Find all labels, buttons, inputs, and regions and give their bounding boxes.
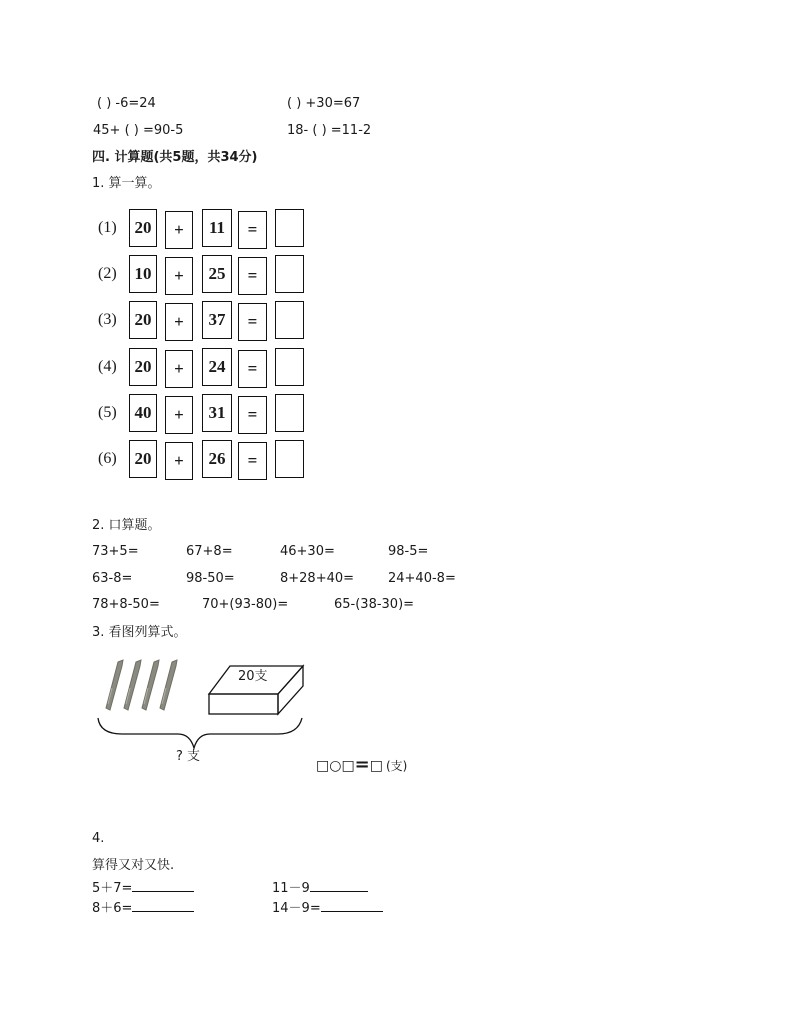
q3-title: 3. 看图列算式。 — [92, 625, 187, 640]
addend-box: 40 — [129, 394, 157, 432]
plus-box: + — [165, 211, 193, 249]
mental-math-item: 24+40-8= — [388, 571, 456, 586]
q4-number: 4. — [92, 831, 105, 846]
mental-math-item: 67+8= — [186, 544, 233, 559]
equals-box: = — [238, 350, 267, 388]
q4-title: 算得又对又快. — [92, 858, 175, 873]
answer-box[interactable] — [275, 255, 304, 293]
mental-math-item: 8+28+40= — [280, 571, 355, 586]
q4-item-2-left-text: 8＋6= — [92, 901, 133, 916]
fill-blank-2-right: 18- ( ) =11-2 — [287, 123, 372, 138]
formula-equals: = — [354, 754, 370, 775]
mental-math-item: 65-(38-30)= — [334, 597, 415, 612]
addend-box: 10 — [129, 255, 157, 293]
answer-blank[interactable] — [132, 899, 194, 912]
addend-box: 11 — [202, 209, 232, 247]
q1-row-label: (1) — [98, 219, 117, 236]
curly-brace — [98, 718, 302, 748]
box-label: 20支 — [238, 669, 268, 684]
plus-box: + — [165, 396, 193, 434]
q3-formula — [316, 754, 407, 775]
formula-result: □ — [369, 758, 383, 774]
mental-math-item: 70+(93-80)= — [202, 597, 289, 612]
addend-box: 20 — [129, 348, 157, 386]
equals-box: = — [238, 257, 267, 295]
answer-box[interactable] — [275, 301, 304, 339]
q4-item-1-left — [92, 879, 194, 897]
addend-box: 20 — [129, 440, 157, 478]
formula-unit: (支) — [386, 759, 408, 773]
q3-picture — [92, 650, 322, 770]
mental-math-item: 73+5= — [92, 544, 139, 559]
fill-blank-2-left: 45+ ( ) =90-5 — [93, 123, 184, 138]
fill-blank-1-right: ( ) +30=67 — [287, 96, 361, 111]
plus-box: + — [165, 350, 193, 388]
addend-box: 25 — [202, 255, 232, 293]
answer-box[interactable] — [275, 348, 304, 386]
formula-shapes: □○□ — [316, 758, 355, 774]
q1-row-label: (6) — [98, 450, 117, 467]
answer-box[interactable] — [275, 440, 304, 478]
q1-row-label: (2) — [98, 265, 117, 282]
addend-box: 37 — [202, 301, 232, 339]
plus-box: + — [165, 257, 193, 295]
answer-blank[interactable] — [321, 899, 383, 912]
addend-box: 20 — [129, 209, 157, 247]
addend-box: 26 — [202, 440, 232, 478]
q1-title: 1. 算一算。 — [92, 176, 161, 191]
plus-box: + — [165, 442, 193, 480]
equals-box: = — [238, 303, 267, 341]
mental-math-item: 46+30= — [280, 544, 335, 559]
addend-box: 20 — [129, 301, 157, 339]
q4-item-2-right — [272, 899, 383, 917]
equals-box: = — [238, 211, 267, 249]
pencils-icon — [106, 660, 177, 710]
mental-math-item: 63-8= — [92, 571, 133, 586]
answer-box[interactable] — [275, 394, 304, 432]
equals-box: = — [238, 396, 267, 434]
section-title: 四. 计算题(共5题，共34分) — [92, 150, 258, 165]
fill-blank-1-left: ( ) -6=24 — [97, 96, 156, 111]
q4-item-1-right — [272, 879, 368, 897]
q4-item-2-left — [92, 899, 194, 917]
plus-box: + — [165, 303, 193, 341]
addend-box: 24 — [202, 348, 232, 386]
brace-label: ? 支 — [176, 749, 201, 764]
q2-title: 2. 口算题。 — [92, 518, 161, 533]
mental-math-item: 98-5= — [388, 544, 429, 559]
mental-math-item: 98-50= — [186, 571, 235, 586]
q4-item-2-right-text: 14－9= — [272, 901, 321, 916]
q4-item-1-right-text: 11－9 — [272, 881, 310, 896]
answer-box[interactable] — [275, 209, 304, 247]
answer-blank[interactable] — [310, 879, 368, 892]
q1-row-label: (4) — [98, 358, 117, 375]
mental-math-item: 78+8-50= — [92, 597, 160, 612]
answer-blank[interactable] — [132, 879, 194, 892]
q1-row-label: (3) — [98, 311, 117, 328]
q1-row-label: (5) — [98, 404, 117, 421]
q4-item-1-left-text: 5＋7= — [92, 881, 133, 896]
equals-box: = — [238, 442, 267, 480]
addend-box: 31 — [202, 394, 232, 432]
